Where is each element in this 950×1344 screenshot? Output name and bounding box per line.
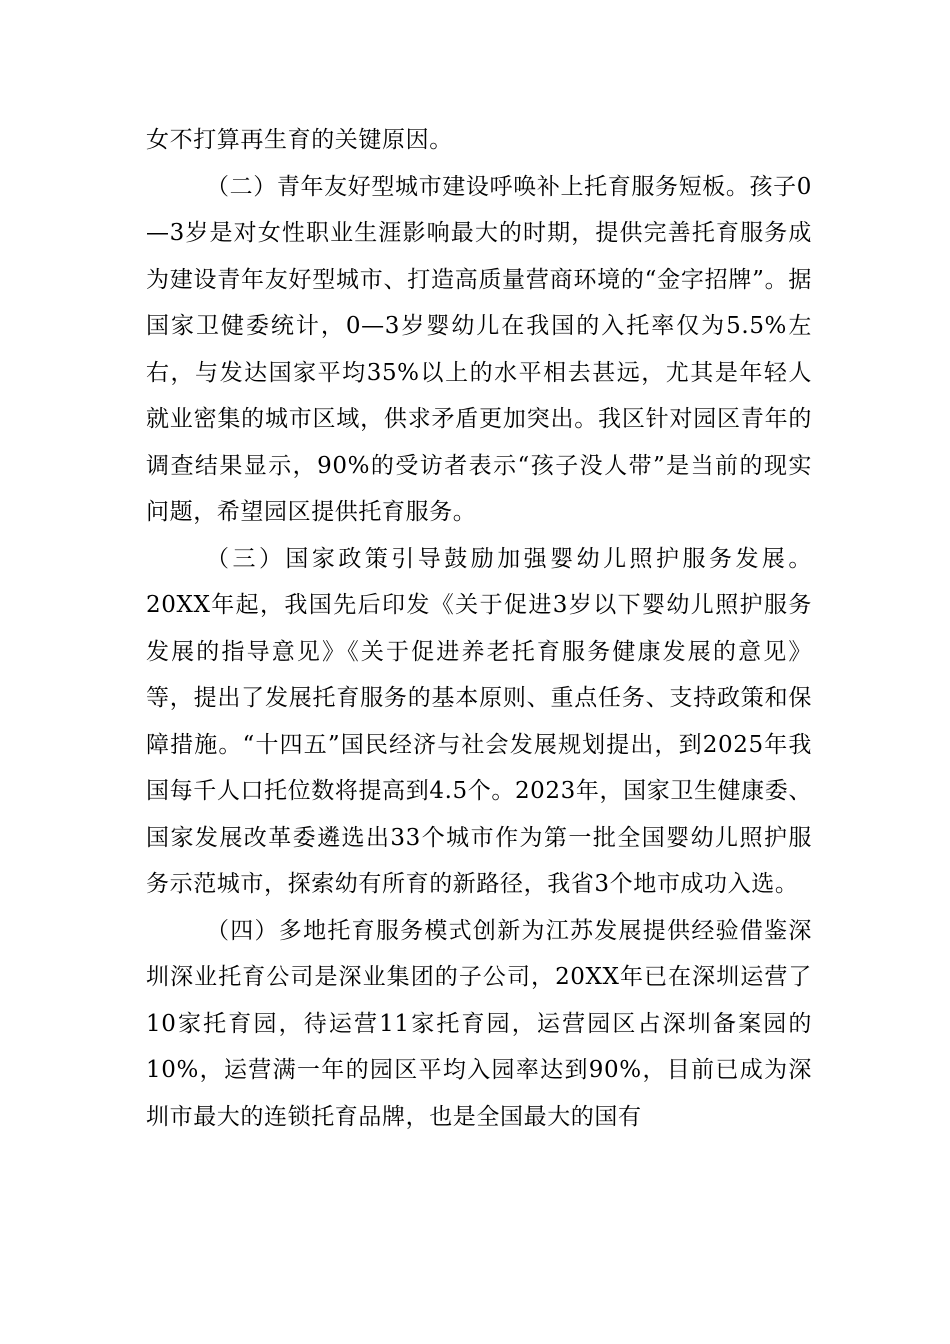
- paragraph-text: 孩子0—3岁是对女性职业生涯影响最大的时期，提供完善托育服务成为建设青年友好型城市、打造高质量营商环境的“金字招牌”。据国家卫健委统计，0—3岁婴幼儿在我国的入托率仅为5.5%左右，与发达国家平均35%以上的水平相去甚远，尤其是年轻人就业密集的城市区域，供求矛盾更加突出。我区针对园区青年的调查结果显示，90%的受访者表示“孩子没人带”是当前的现实问题，希望园区提供托育服务。: [146, 173, 812, 525]
- paragraph-section-4: [146, 908, 812, 1141]
- paragraph-continuation: [146, 117, 812, 164]
- section-heading: （二）青年友好型城市建设呼唤补上托育服务短板。: [206, 173, 750, 200]
- document-body: [146, 117, 812, 1140]
- paragraph-section-2: [146, 164, 812, 536]
- paragraph-text: 深圳深业托育公司是深业集团的子公司，20XX年已在深圳运营了10家托育园，待运营11家托育园，运营园区占深圳备案园的10%，运营满一年的园区平均入园率达到90%，目前已成为深圳市最大的连锁托育品牌，也是全国最大的国有: [146, 917, 812, 1130]
- paragraph-text: 20XX年起，我国先后印发《关于促进3岁以下婴幼儿照护服务发展的指导意见》《关于促进养老托育服务健康发展的意见》等，提出了发展托育服务的基本原则、重点任务、支持政策和保障措施。“十四五”国民经济与社会发展规划提出，到2025年我国每千人口托位数将提高到4.5个。2023年，国家卫生健康委、国家发展改革委遴选出33个城市作为第一批全国婴幼儿照护服务示范城市，探索幼有所育的新路径，我省3个地市成功入选。: [146, 592, 812, 897]
- paragraph-text: 女不打算再生育的关键原因。: [146, 127, 453, 153]
- section-heading: （四）多地托育服务模式创新为江苏发展提供经验借鉴: [206, 917, 789, 944]
- section-heading: （三）国家政策引导鼓励加强婴幼儿照护服务发展。: [206, 545, 812, 572]
- paragraph-section-3: [146, 536, 812, 908]
